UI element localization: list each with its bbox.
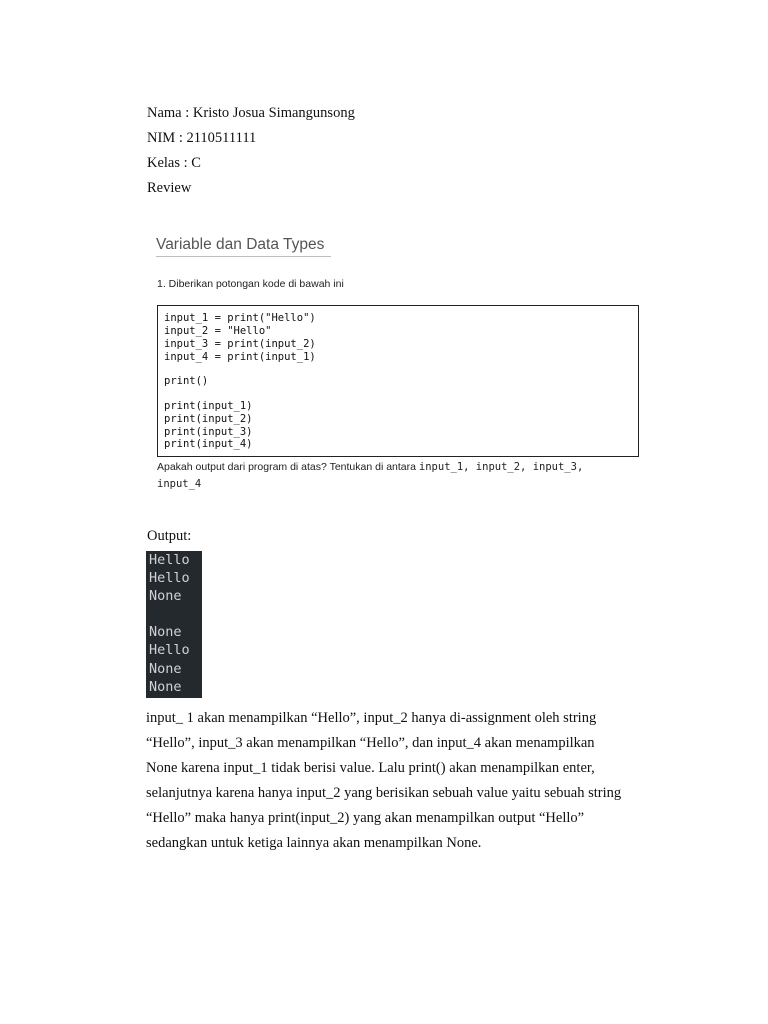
exercise-footer	[157, 461, 583, 474]
student-class: Kelas : C	[147, 155, 201, 171]
exercise-footer-line2: input_4	[157, 478, 202, 490]
explanation-line: selanjutnya karena hanya input_2 yang berisikan sebuah value yaitu sebuah string	[146, 785, 622, 801]
explanation-line: input_ 1 akan menampilkan “Hello”, input_2 hanya di-assignment oleh string	[146, 710, 597, 726]
code-line: input_4 = print(input_1)	[164, 351, 316, 363]
explanation-paragraph	[146, 706, 666, 856]
code-line: print()	[164, 375, 209, 387]
terminal-line: Hello	[149, 570, 190, 586]
code-line: print(input_1)	[164, 400, 253, 412]
explanation-line: “Hello”, input_3 akan menampilkan “Hello”, dan input_4 akan menampilkan	[146, 735, 595, 751]
output-label: Output:	[147, 528, 192, 544]
code-box	[157, 305, 639, 457]
code-line: print(input_2)	[164, 413, 253, 425]
footer-text: Apakah output dari program di atas? Tentukan di antara	[157, 461, 419, 473]
exercise-question: 1. Diberikan potongan kode di bawah ini	[157, 278, 344, 290]
exercise-screenshot	[147, 228, 647, 498]
code-line: print(input_3)	[164, 426, 253, 438]
terminal-line: Hello	[149, 552, 190, 568]
exercise-title: Variable dan Data Types	[156, 236, 325, 253]
terminal-line: Hello	[149, 642, 190, 658]
review-heading: Review	[147, 180, 192, 196]
explanation-line: “Hello” maka hanya print(input_2) yang akan menampilkan output “Hello”	[146, 810, 585, 826]
explanation-line: sedangkan untuk ketiga lainnya akan menampilkan None.	[146, 835, 482, 851]
terminal-line: None	[149, 661, 182, 677]
terminal-line: None	[149, 624, 182, 640]
code-line: input_3 = print(input_2)	[164, 338, 316, 350]
terminal-line: None	[149, 588, 182, 604]
explanation-line: None karena input_1 tidak berisi value. Lalu print() akan menampilkan enter,	[146, 760, 595, 776]
footer-vars: input_1, input_2, input_3,	[418, 461, 584, 473]
title-underline	[156, 256, 331, 257]
code-line: input_1 = print("Hello")	[164, 312, 316, 324]
terminal-line: None	[149, 679, 182, 695]
student-name: Nama : Kristo Josua Simangunsong	[147, 105, 355, 121]
code-line: print(input_4)	[164, 438, 253, 450]
student-nim: NIM : 2110511111	[147, 130, 257, 146]
terminal-output	[146, 551, 202, 698]
code-line: input_2 = "Hello"	[164, 325, 272, 337]
